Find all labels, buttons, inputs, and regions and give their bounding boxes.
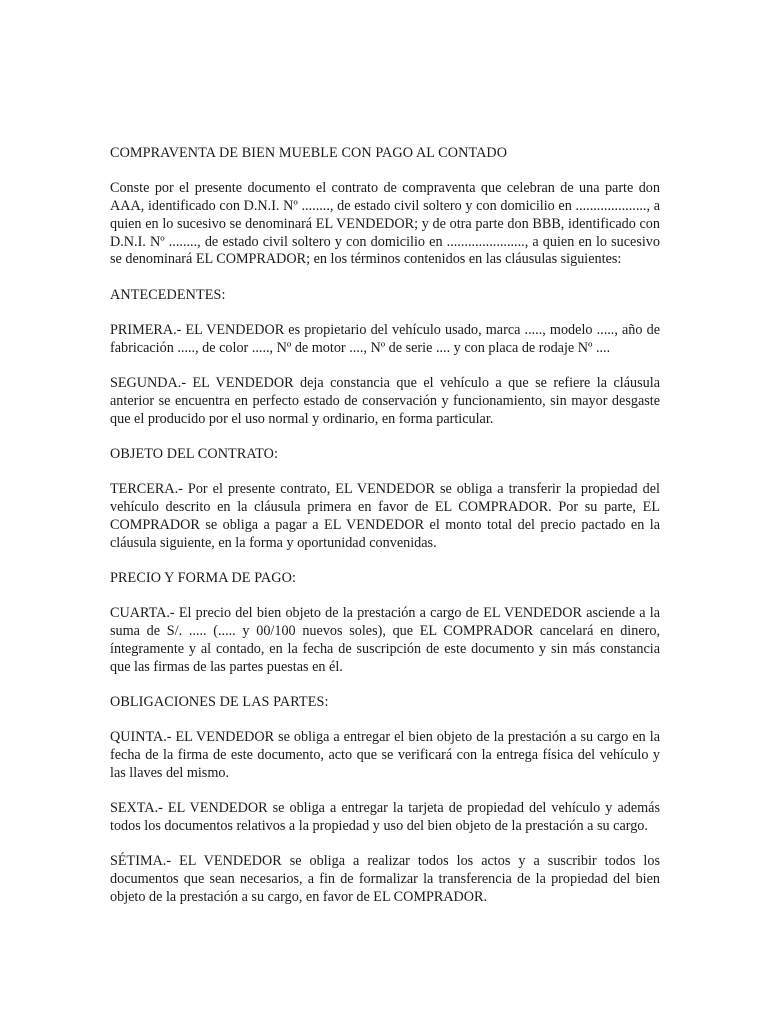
clause-sexta: SEXTA.- EL VENDEDOR se obliga a entregar la tarjeta de propiedad del vehículo y además todos los documentos relativos a la propiedad y uso del bien objeto de la prestación a su cargo.	[110, 800, 660, 835]
section-heading-obligaciones: OBLIGACIONES DE LAS PARTES:	[110, 694, 329, 711]
clause-tercera: TERCERA.- Por el presente contrato, EL VENDEDOR se obliga a transferir la propiedad del vehículo descrito en la cláusula primera en favor de EL COMPRADOR. Por su parte, EL COMPRADOR se obliga a pagar a EL VENDEDOR el monto total del precio pactado en la cláusula siguiente, en la forma y oportunidad convenidas.	[110, 481, 660, 551]
document-title: COMPRAVENTA DE BIEN MUEBLE CON PAGO AL CONTADO	[110, 145, 508, 161]
clause-segunda: SEGUNDA.- EL VENDEDOR deja constancia que el vehículo a que se refiere la cláusula anterior se encuentra en perfecto estado de conservación y funcionamiento, sin mayor desgaste que el producido por el uso normal y ordinario, en forma particular.	[110, 375, 660, 427]
clause-setima: SÉTIMA.- EL VENDEDOR se obliga a realizar todos los actos y a suscribir todos los documentos que sean necesarios, a fin de formalizar la transferencia de la propiedad del bien objeto de la prestación a su cargo, en favor de EL COMPRADOR.	[110, 853, 660, 905]
section-heading-precio: PRECIO Y FORMA DE PAGO:	[110, 570, 296, 587]
section-heading-objeto: OBJETO DEL CONTRATO:	[110, 446, 279, 463]
clause-quinta: QUINTA.- EL VENDEDOR se obliga a entregar el bien objeto de la prestación a su cargo en la fecha de la firma de este documento, acto que se verificará con la entrega física del vehículo y las llaves del mismo.	[110, 729, 660, 781]
clause-primera: PRIMERA.- EL VENDEDOR es propietario del vehículo usado, marca ....., modelo ....., año de fabricación ....., de color ....., Nº de motor ...., Nº de serie .... y con placa de rodaje Nº ....	[110, 322, 660, 356]
document-page	[110, 145, 660, 907]
intro-paragraph: Conste por el presente documento el contrato de compraventa que celebran de una parte don AAA, identificado con D.N.I. Nº ........, de estado civil soltero y con domicilio en ...................., a quien en lo sucesivo se denominará EL VENDEDOR; y de otra parte don BBB, identificado con D.N.I. Nº ........, de estado civil soltero y con domicilio en ......................, a quien en lo sucesivo se denominará EL COMPRADOR; en los términos contenidos en las cláusulas siguientes:	[110, 180, 660, 268]
clause-cuarta: CUARTA.- El precio del bien objeto de la prestación a cargo de EL VENDEDOR asciende a la suma de S/. ..... (..... y 00/100 nuevos soles), que EL COMPRADOR cancelará en dinero, íntegramente y al contado, en la fecha de suscripción de este documento y sin más constancia que las firmas de las partes puestas en él.	[110, 605, 660, 675]
section-heading-antecedentes: ANTECEDENTES:	[110, 286, 226, 303]
